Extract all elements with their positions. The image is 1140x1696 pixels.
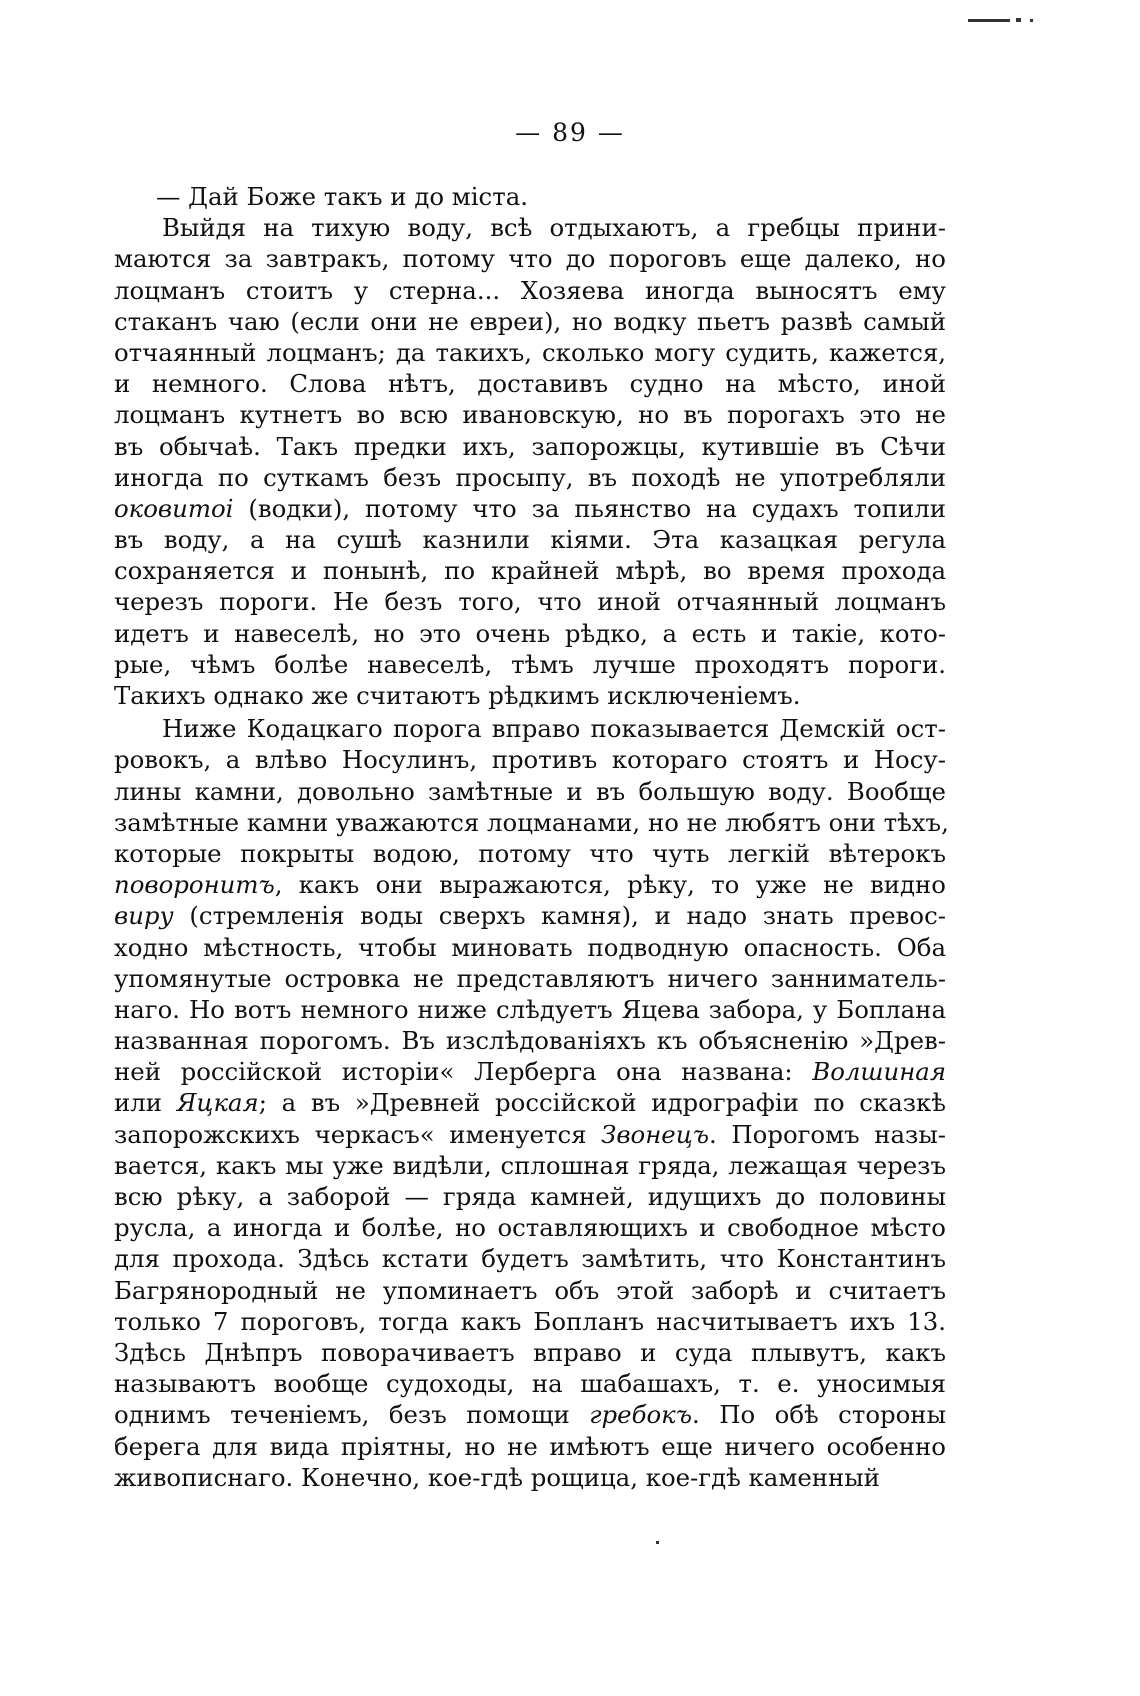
text-line — [114, 431, 946, 462]
text-fragment: иногда по суткамъ безъ просыпу, въ походѣ не употребляли — [114, 462, 946, 492]
text-fragment: и немного. Слова нѣтъ, доставивъ судно на мѣсто, иной — [114, 369, 946, 399]
text-fragment: черезъ пороги. Не безъ того, что иной отчаянный лоцманъ — [114, 587, 946, 617]
text-line — [114, 493, 946, 524]
text-line — [114, 1306, 946, 1337]
italic-term: Яцкая — [176, 1088, 259, 1118]
text-line — [114, 744, 946, 775]
text-fragment: лоцманъ стоитъ у стерна... Хозяева иногда выносятъ ему — [114, 275, 946, 305]
italic-term: поворонитъ — [114, 870, 275, 900]
text-line — [114, 181, 946, 212]
text-fragment: однимъ теченіемъ, безъ помощи — [114, 1400, 590, 1430]
text-line — [114, 1056, 946, 1087]
text-fragment: названная порогомъ. Въ изслѣдованіяхъ къ объясненію »Древ- — [114, 1026, 946, 1056]
text-line — [114, 555, 946, 586]
text-fragment: живописнаго. Конечно, кое-гдѣ рощица, кое-гдѣ каменный — [114, 1462, 880, 1492]
text-fragment: — Дай Боже такъ и до міста. — [156, 182, 528, 211]
text-line — [114, 306, 946, 337]
text-line — [114, 963, 946, 994]
text-line — [114, 1337, 946, 1368]
text-fragment: . Порогомъ назы- — [709, 1119, 946, 1149]
page-number: — 89 — — [515, 118, 625, 147]
text-fragment: ней россійской исторіи« Лерберга она названа: — [114, 1057, 813, 1087]
text-line — [114, 680, 946, 711]
text-fragment: стаканъ чаю (если они не евреи), но водку пьетъ развѣ самый — [114, 306, 946, 336]
text-line — [114, 807, 949, 838]
italic-term: оковитоі — [114, 493, 234, 523]
text-line — [114, 900, 946, 931]
text-line — [114, 524, 946, 555]
text-fragment: запорожскихъ черкасъ« именуется — [114, 1119, 602, 1149]
text-line — [114, 243, 946, 274]
text-line — [114, 275, 946, 306]
text-line — [114, 462, 946, 493]
text-line — [114, 649, 946, 680]
text-fragment: наго. Но вотъ немного ниже слѣдуетъ Яцева забора, у Боплана — [114, 994, 946, 1024]
text-fragment: Здѣсь Днѣпръ поворачиваетъ вправо и суда плывутъ, какъ — [114, 1337, 946, 1367]
text-fragment: маются за завтракъ, потому что до пороговъ еще далеко, но — [114, 244, 946, 274]
text-line — [114, 399, 946, 430]
text-fragment: . По обѣ стороны — [692, 1400, 946, 1430]
text-line — [114, 1181, 946, 1212]
text-fragment: ходно мѣстность, чтобы миновать подводную опасность. Оба — [114, 932, 946, 962]
text-fragment: берега для вида пріятны, но не имѣютъ еще ничего особенно — [114, 1431, 946, 1461]
text-fragment: называютъ вообще судоходы, на шабашахъ, т. е. уносимыя — [114, 1369, 946, 1399]
text-fragment: ровокъ, а влѣво Носулинъ, противъ котораго стоятъ и Носу- — [114, 745, 946, 775]
text-fragment: упомянутые островка не представляютъ ничего занниматель- — [114, 963, 946, 993]
text-fragment: для прохода. Здѣсь кстати будетъ замѣтить, что Константинъ — [114, 1244, 946, 1274]
text-fragment: , какъ они выражаются, рѣку, то уже не видно — [274, 870, 946, 900]
text-fragment: замѣтные камни уважаются лоцманами, но не любятъ они тѣхъ, — [114, 807, 949, 837]
text-fragment: которые покрыты водою, потому что чуть легкій вѣтерокъ — [114, 838, 946, 868]
text-line — [114, 1368, 946, 1399]
scan-speck — [656, 1541, 659, 1544]
text-line — [114, 368, 946, 399]
text-fragment: вается, какъ мы уже видѣли, сплошная гряда, лежащая черезъ — [114, 1150, 946, 1180]
text-fragment: идетъ и навеселѣ, но это очень рѣдко, а есть и такіе, кото- — [114, 618, 946, 648]
italic-term: виру — [114, 901, 174, 931]
text-line — [114, 1275, 946, 1306]
text-fragment: (водки), потому что за пьянство на судахъ топили — [233, 493, 946, 523]
text-fragment: (стремленія воды сверхъ камня), и надо знать превос- — [173, 901, 946, 931]
text-line — [114, 994, 946, 1025]
text-fragment: всю рѣку, а заборой — гряда камней, идущихъ до половины — [114, 1182, 946, 1211]
text-fragment: въ воду, а на сушѣ казнили кіями. Эта казацкая регула — [114, 525, 946, 555]
text-fragment: Такихъ однако же считаютъ рѣдкимъ исключеніемъ. — [114, 681, 801, 710]
text-fragment: Багрянородный не упоминаетъ объ этой заборѣ и считаетъ — [114, 1275, 946, 1305]
text-fragment: только 7 пороговъ, тогда какъ Бопланъ насчитываетъ ихъ 13. — [114, 1306, 946, 1336]
text-line — [114, 1399, 946, 1430]
italic-term: Волшиная — [812, 1057, 946, 1087]
body-text — [114, 181, 949, 1493]
text-line — [114, 776, 946, 807]
text-fragment: въ обычаѣ. Такъ предки ихъ, запорожцы, кутившіе въ Сѣчи — [114, 431, 946, 461]
text-line — [114, 212, 946, 243]
text-line — [114, 337, 946, 368]
text-line — [114, 1212, 946, 1243]
scan-speck — [1030, 19, 1033, 22]
text-fragment: отчаянный лоцманъ; да такихъ, сколько могу судить, кажется, — [114, 337, 946, 367]
text-line — [114, 1462, 946, 1493]
text-fragment: лины камни, довольно замѣтные и въ большую воду. Вообще — [114, 776, 946, 806]
italic-term: гребокъ — [589, 1400, 693, 1430]
text-fragment: рые, чѣмъ болѣе навеселѣ, тѣмъ лучше проходятъ пороги. — [114, 649, 946, 679]
text-line — [114, 1431, 946, 1462]
text-line — [114, 1119, 946, 1150]
scan-speck — [1016, 18, 1021, 22]
text-fragment: сохраняется и понынѣ, по крайней мѣрѣ, во время прохода — [114, 556, 946, 586]
text-fragment: Ниже Кодацкаго порога вправо показывается Демскій ост- — [162, 714, 946, 744]
scan-speck — [968, 19, 1010, 22]
text-fragment: русла, а иногда и болѣе, но оставляющихъ и свободное мѣсто — [114, 1213, 946, 1243]
text-line — [114, 618, 946, 649]
italic-term: Звонецъ — [601, 1119, 710, 1149]
text-line — [114, 1087, 946, 1118]
text-line — [114, 932, 946, 963]
text-line — [114, 838, 946, 869]
text-fragment: или — [114, 1088, 177, 1118]
text-line — [114, 1025, 946, 1056]
text-line — [114, 1243, 946, 1274]
text-line — [114, 1150, 946, 1181]
text-fragment: Выйдя на тихую воду, всѣ отдыхаютъ, а гребцы прини- — [162, 213, 946, 243]
text-line — [114, 869, 946, 900]
text-fragment: лоцманъ кутнетъ во всю ивановскую, но въ порогахъ это не — [114, 400, 946, 430]
text-line — [114, 713, 946, 744]
text-line — [114, 586, 946, 617]
text-fragment: ; а въ »Древней россійской идрографіи по сказкѣ — [258, 1088, 947, 1118]
